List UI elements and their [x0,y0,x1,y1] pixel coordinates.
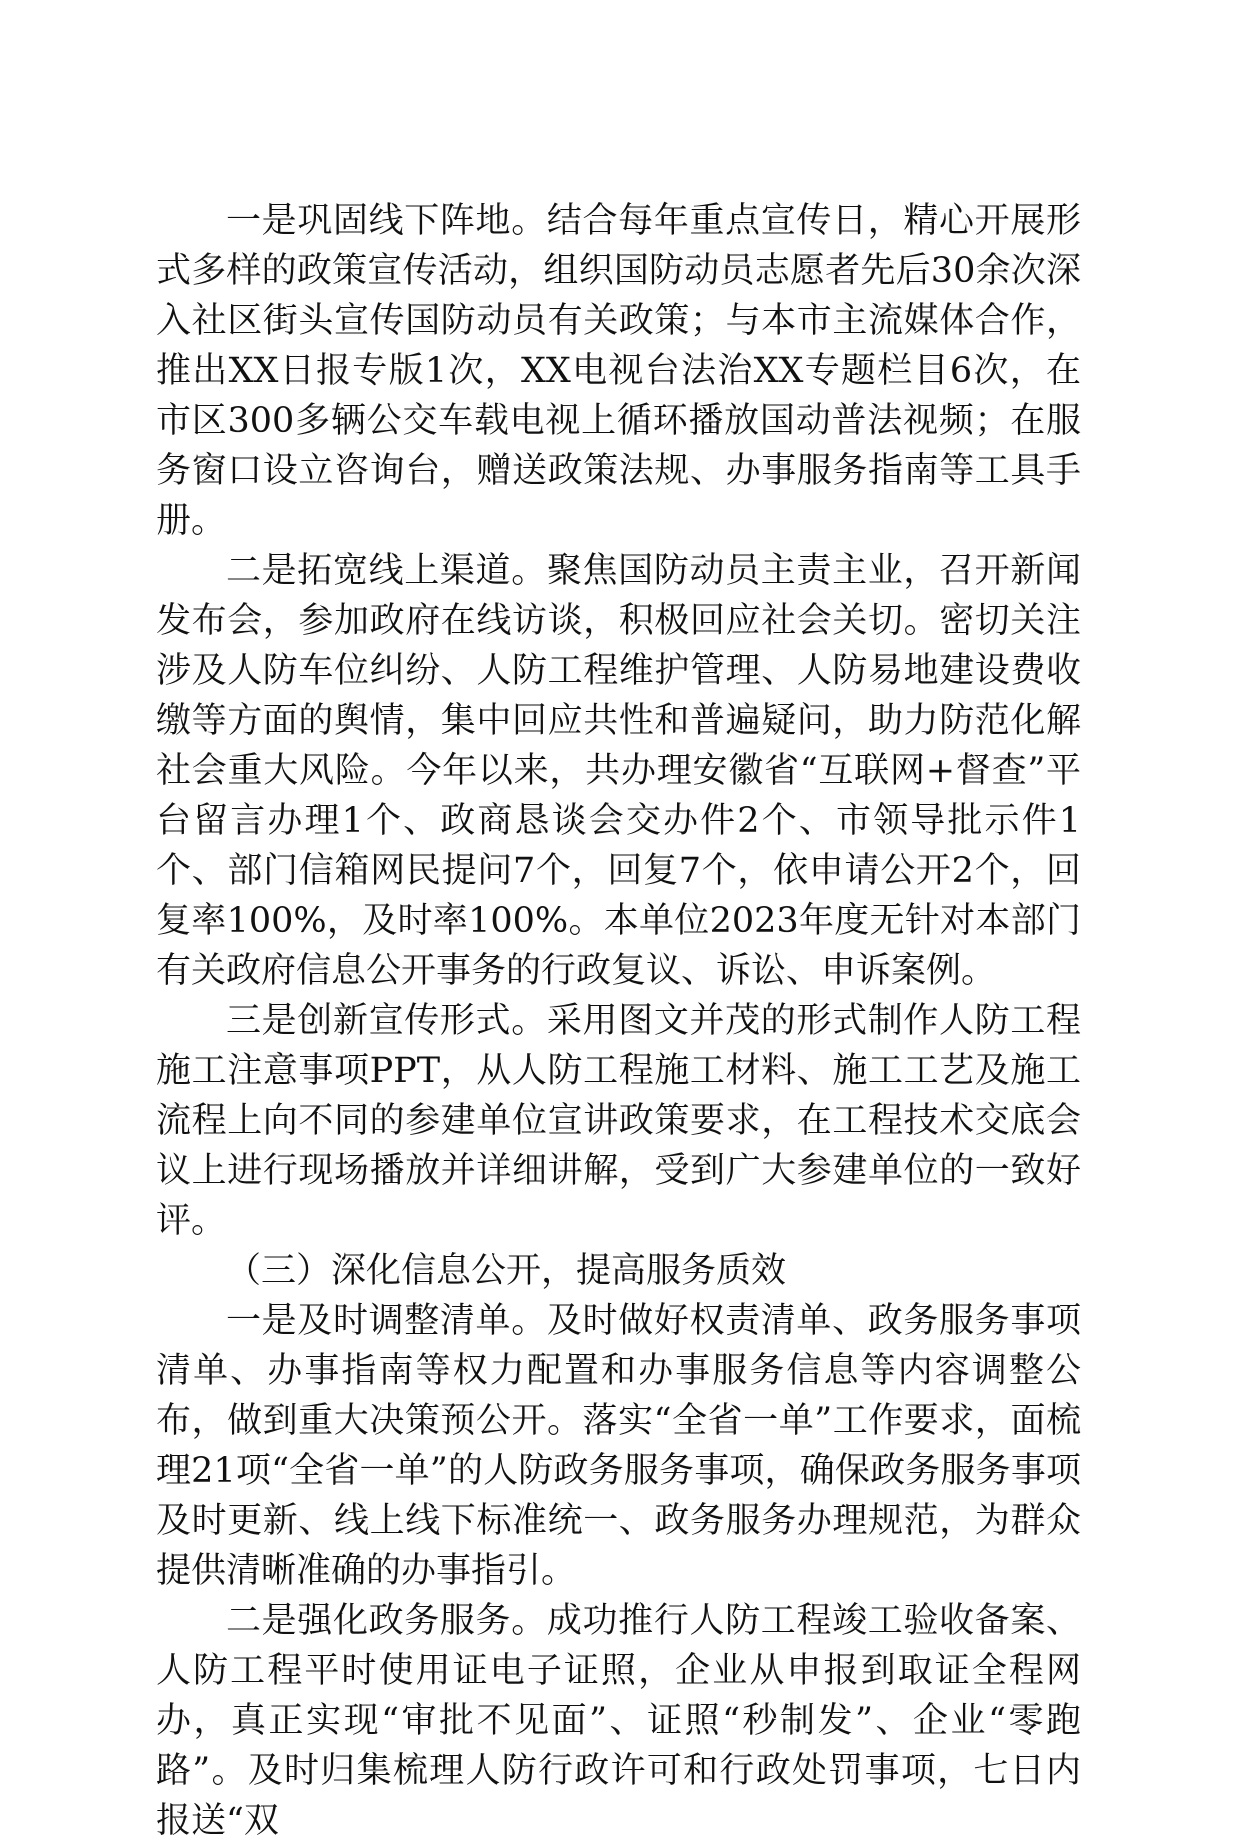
paragraph-innovative-promotion: 三是创新宣传形式。采用图文并茂的形式制作人防工程施工注意事项PPT，从人防工程施工材料、施工工艺及施工流程上向不同的参建单位宣讲政策要求，在工程技术交底会议上进行现场播放并详细讲解，受到广大参建单位的一致好评。 [156,1001,1081,1241]
paragraph-online-channels: 二是拓宽线上渠道。聚焦国防动员主责主业，召开新闻发布会，参加政府在线访谈，积极回应社会关切。密切关注涉及人防车位纠纷、人防工程维护管理、人防易地建设费收缴等方面的舆情，集中回应共性和普遍疑问，助力防范化解社会重大风险。今年以来，共办理安徽省“互联网+督查”平台留言办理1个、政商恳谈会交办件2个、市领导批示件1个、部门信箱网民提问7个，回复7个，依申请公开2个，回复率100%，及时率100%。本单位2023年度无针对本部门有关政府信息公开事务的行政复议、诉讼、申诉案例。 [156,551,1081,991]
paragraph-adjust-lists: 一是及时调整清单。及时做好权责清单、政务服务事项清单、办事指南等权力配置和办事服务信息等内容调整公布，做到重大决策预公开。落实“全省一单”工作要求，面梳理21项“全省一单”的人防政务服务事项，确保政务服务事项及时更新、线上线下标准统一、政务服务办理规范，为群众提供清晰准确的办事指引。 [156,1301,1081,1591]
section-heading-information-disclosure: （三）深化信息公开，提高服务质效 [226,1251,787,1291]
paragraph-government-services: 二是强化政务服务。成功推行人防工程竣工验收备案、人防工程平时使用证电子证照，企业从申报到取证全程网办，真正实现“审批不见面”、证照“秒制发”、企业“零跑路”。及时归集梳理人防行政许可和行政处罚事项，七日内报送“双 [156,1601,1081,1841]
paragraph-offline-promotion: 一是巩固线下阵地。结合每年重点宣传日，精心开展形式多样的政策宣传活动，组织国防动员志愿者先后30余次深入社区街头宣传国防动员有关政策；与本市主流媒体合作，推出XX日报专版1次，XX电视台法治XX专题栏目6次，在市区300多辆公交车载电视上循环播放国动普法视频；在服务窗口设立咨询台，赠送政策法规、办事服务指南等工具手册。 [156,201,1081,541]
document-body [156,196,1081,1846]
